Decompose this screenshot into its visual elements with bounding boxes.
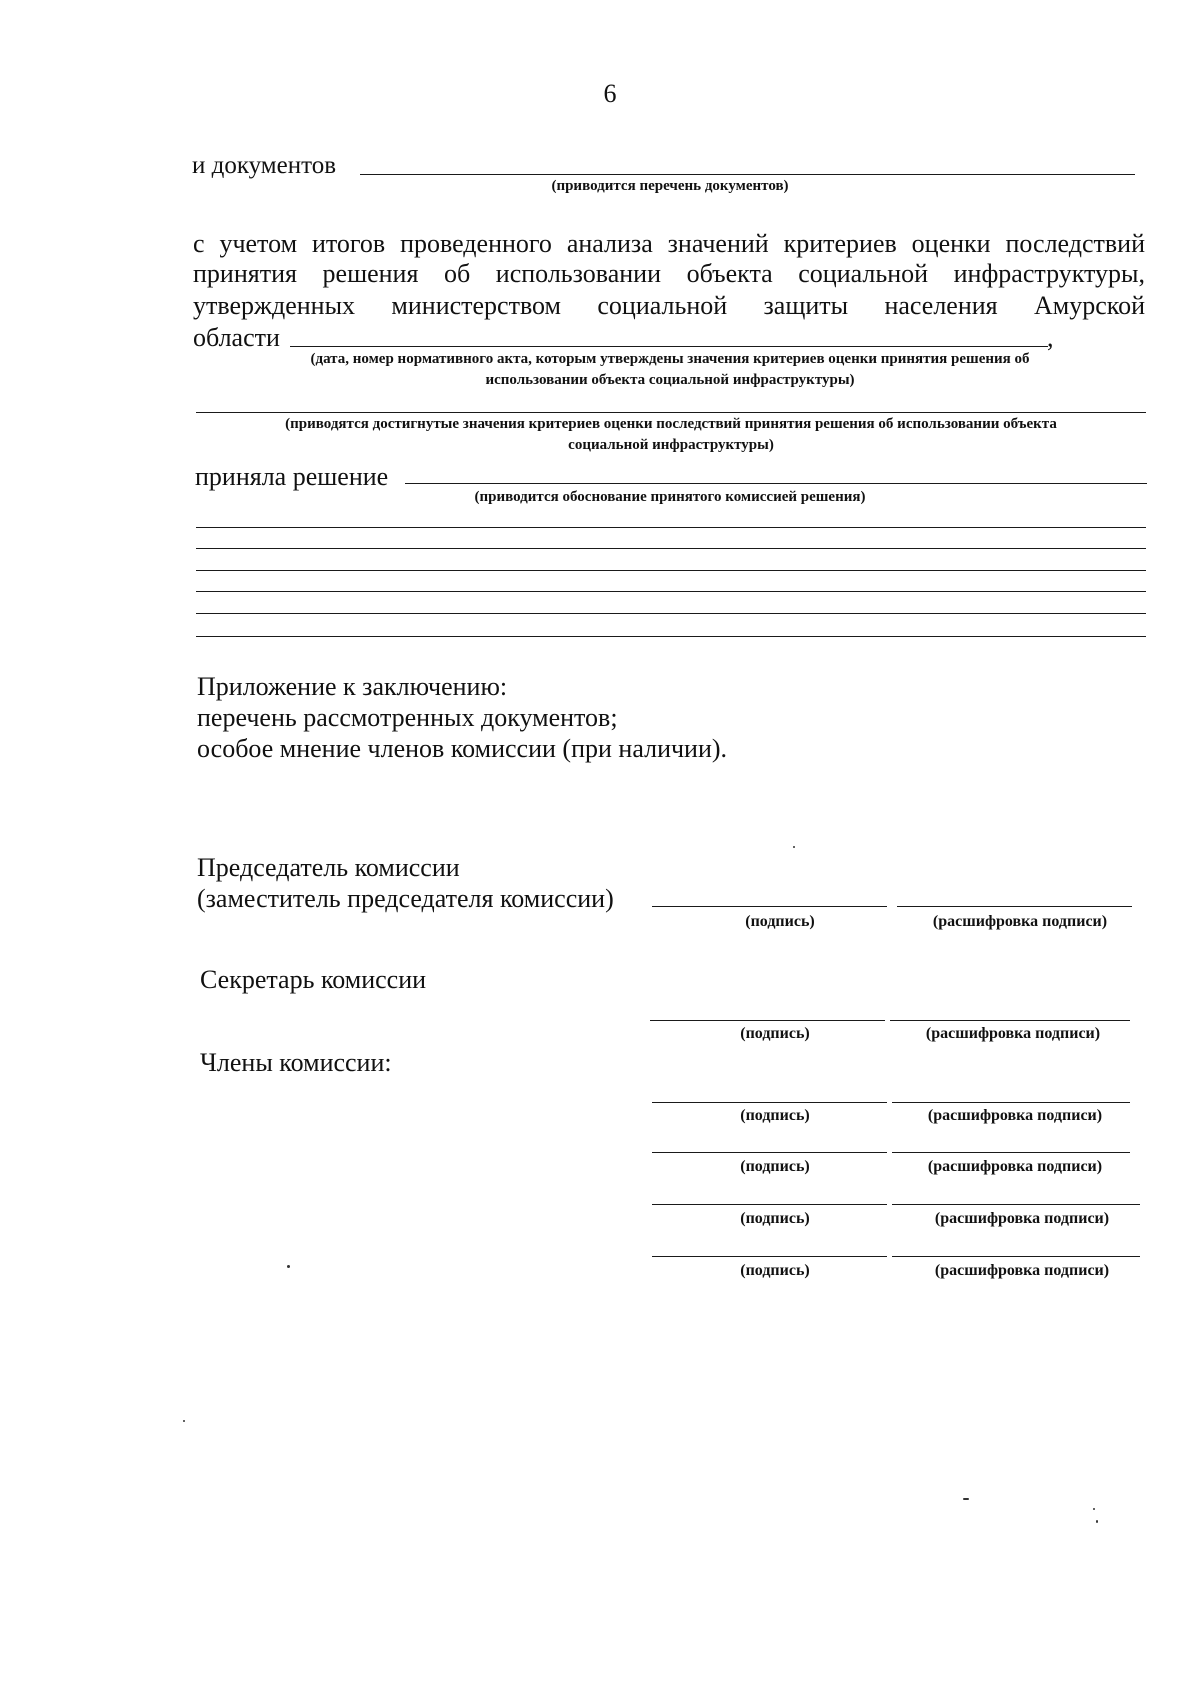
analysis-line-4: области (193, 323, 280, 352)
analysis-line-3: утвержденных министерством социальной защиты населения Амурской (193, 291, 1145, 320)
member-2-sign-caption: (подпись) (740, 1158, 810, 1175)
chairman-title: Председатель комиссии (197, 853, 460, 882)
scan-speck (1096, 1520, 1098, 1523)
appendix-item-1: перечень рассмотренных документов; (197, 703, 618, 732)
scan-speck (1093, 1508, 1095, 1510)
analysis-line-2: принятия решения об использовании объекта социальной инфраструктуры, (193, 259, 1145, 288)
member-4-decode-line (892, 1256, 1140, 1257)
appendix-title: Приложение к заключению: (197, 672, 508, 701)
analysis-comma: , (1047, 323, 1054, 352)
member-2-decode-line (892, 1152, 1130, 1153)
scan-speck (963, 1498, 969, 1500)
secretary-decode-caption: (расшифровка подписи) (925, 1025, 1101, 1042)
act-caption-1: (дата, номер нормативного акта, которым утверждены значения критериев оценки принятия решения об (310, 351, 1030, 367)
secretary-title: Секретарь комиссии (200, 965, 427, 994)
act-caption-2: использовании объекта социальной инфраструктуры) (485, 372, 855, 388)
member-4-sign-line (652, 1256, 887, 1257)
member-1-sign-line (652, 1102, 887, 1103)
member-4-decode-caption: (расшифровка подписи) (934, 1262, 1110, 1279)
blank-line-2 (196, 548, 1146, 549)
member-2-sign-line (652, 1152, 887, 1153)
decision-fill-line (405, 483, 1147, 484)
blank-line-4 (196, 591, 1146, 592)
act-fill-line (290, 346, 1048, 347)
members-title: Члены комиссии: (200, 1048, 392, 1077)
member-3-decode-caption: (расшифровка подписи) (934, 1210, 1110, 1227)
member-3-decode-line (892, 1204, 1140, 1205)
blank-line-3 (196, 570, 1146, 571)
member-4-sign-caption: (подпись) (740, 1262, 810, 1279)
member-3-sign-caption: (подпись) (740, 1210, 810, 1227)
scan-speck (287, 1265, 290, 1268)
documents-label: и документов (192, 152, 337, 179)
member-3-sign-line (652, 1204, 887, 1205)
blank-line-1 (196, 527, 1146, 528)
values-caption-2: социальной инфраструктуры) (568, 437, 774, 453)
values-caption-1: (приводятся достигнутые значения критериев оценки последствий принятия решения об использовании объекта (285, 416, 1057, 432)
secretary-sign-caption: (подпись) (740, 1025, 810, 1042)
member-2-decode-caption: (расшифровка подписи) (927, 1158, 1103, 1175)
secretary-sign-line (650, 1020, 885, 1021)
member-1-decode-caption: (расшифровка подписи) (927, 1107, 1103, 1124)
member-1-sign-caption: (подпись) (740, 1107, 810, 1124)
documents-caption: (приводится перечень документов) (551, 178, 789, 194)
decision-caption: (приводится обоснование принятого комиссией решения) (474, 489, 866, 505)
blank-line-6 (196, 636, 1146, 637)
blank-line-5 (196, 613, 1146, 614)
chairman-decode-line (897, 906, 1132, 907)
secretary-decode-line (890, 1020, 1130, 1021)
chairman-decode-caption: (расшифровка подписи) (932, 913, 1108, 930)
documents-fill-line (360, 174, 1135, 175)
scan-speck (183, 1420, 185, 1422)
decision-label: приняла решение (195, 462, 389, 491)
scan-speck (793, 846, 795, 848)
chairman-deputy: (заместитель председателя комиссии) (197, 884, 614, 913)
page-number: 6 (603, 79, 617, 108)
chairman-sign-caption: (подпись) (745, 913, 815, 930)
chairman-sign-line (652, 906, 887, 907)
appendix-item-2: особое мнение членов комиссии (при наличии). (197, 734, 728, 763)
analysis-line-1: с учетом итогов проведенного анализа значений критериев оценки последствий (193, 229, 1145, 258)
values-fill-line (196, 412, 1146, 413)
member-1-decode-line (892, 1102, 1130, 1103)
